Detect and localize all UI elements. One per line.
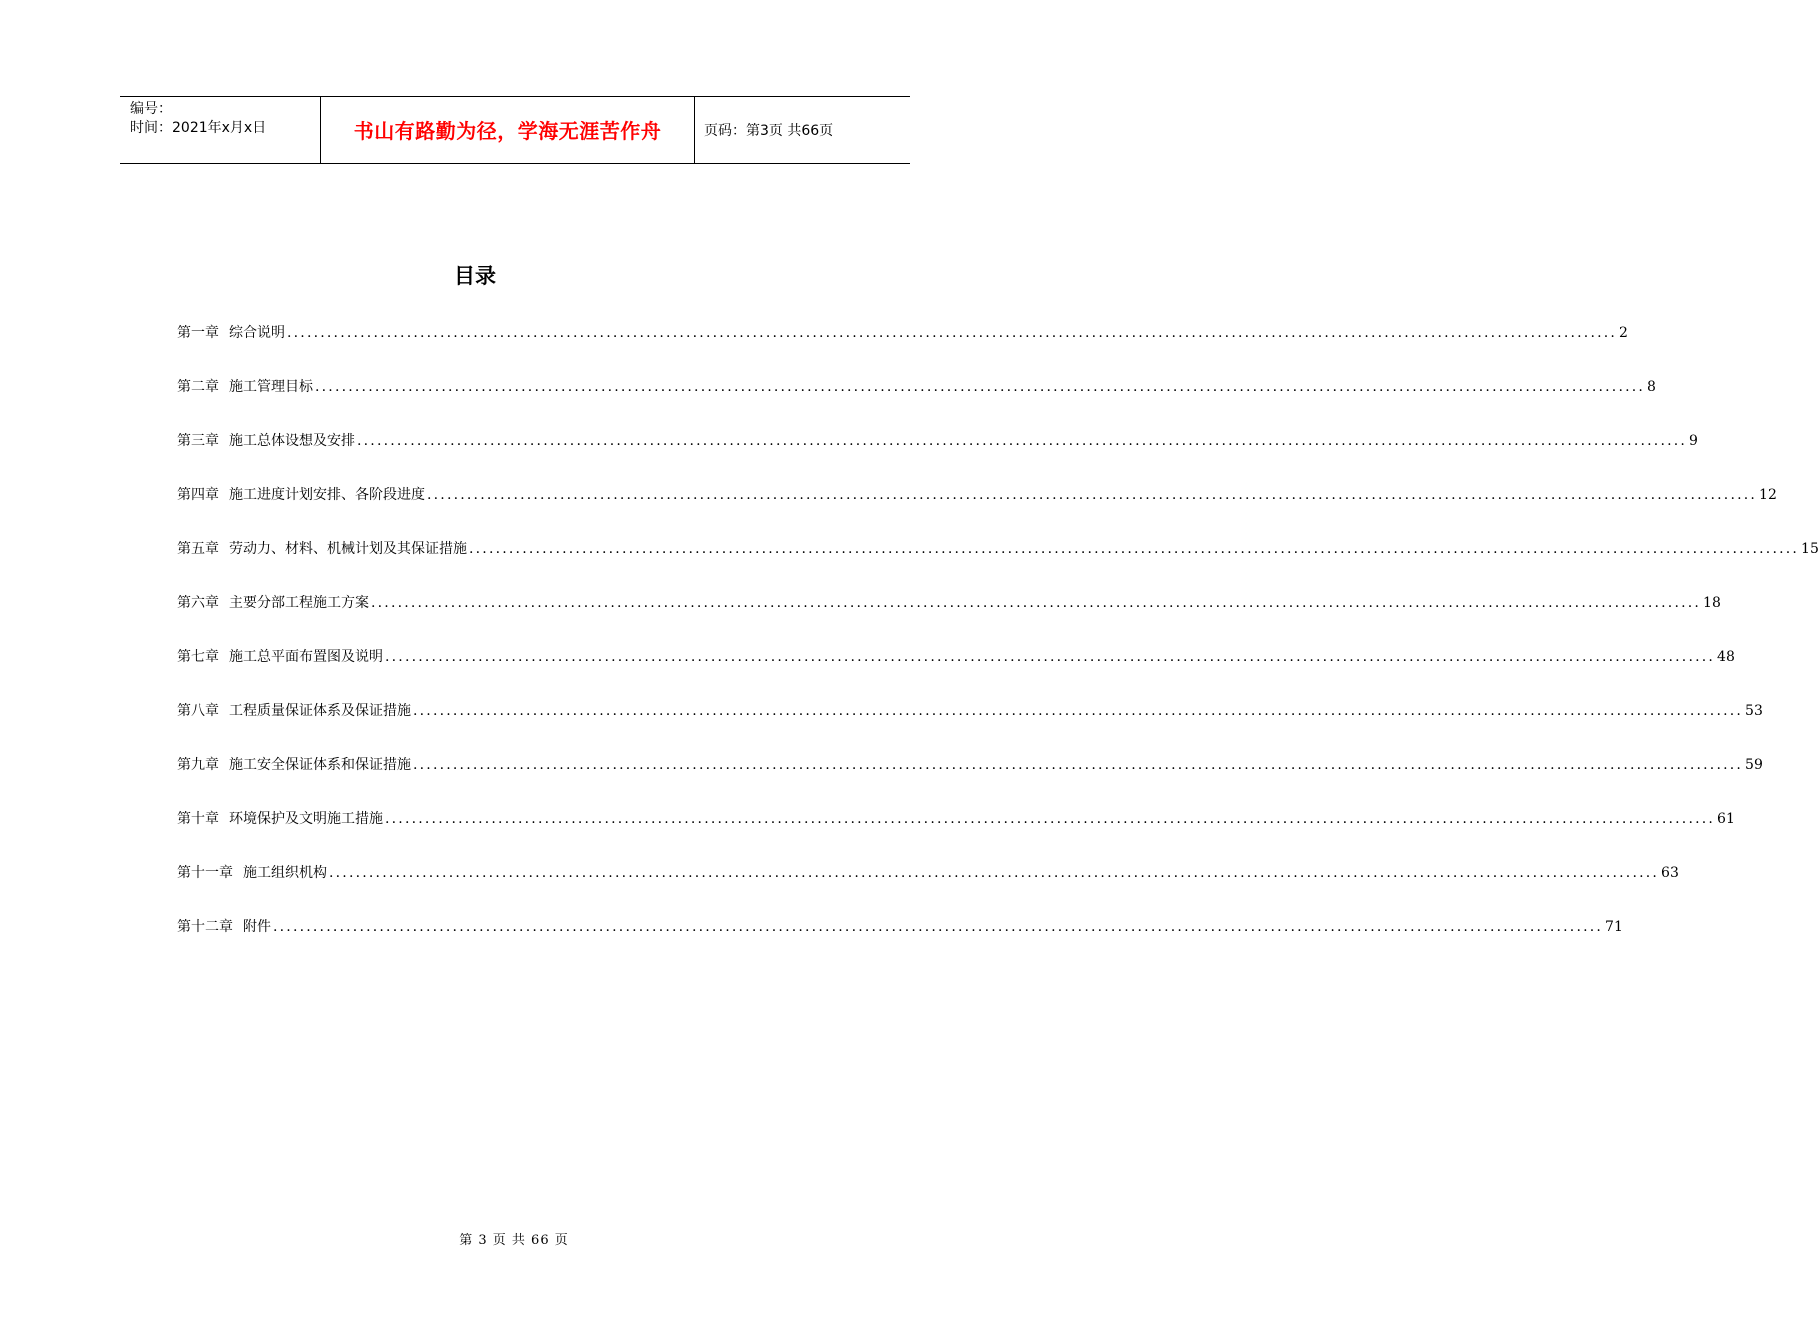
toc-page-number: 9: [1689, 433, 1698, 449]
toc-chapter-number: 第七章: [177, 649, 219, 665]
toc-dot-leader: ........................................................................................................................................................................................................: [385, 649, 1716, 665]
toc-entry[interactable]: [177, 862, 1679, 916]
toc-entry[interactable]: [177, 484, 1777, 538]
toc-chapter-number: 第四章: [177, 487, 219, 503]
toc-entry[interactable]: [177, 808, 1735, 862]
toc-chapter-title: 劳动力、材料、机械计划及其保证措施: [229, 541, 467, 557]
toc-page-number: 2: [1619, 325, 1628, 341]
toc-chapter-title: 环境保护及文明施工措施: [229, 811, 383, 827]
toc-chapter-number: 第十二章: [177, 919, 233, 935]
toc-dot-leader: ........................................................................................................................................................................................................: [357, 433, 1688, 449]
toc-dot-leader: ........................................................................................................................................................................................................: [315, 379, 1646, 395]
toc-entry[interactable]: [177, 700, 1763, 754]
toc-title: 目录: [454, 264, 496, 288]
toc-page-number: 61: [1717, 811, 1735, 827]
toc-entry[interactable]: [177, 592, 1721, 646]
toc-page-number: 59: [1745, 757, 1763, 773]
toc-chapter-number: 第一章: [177, 325, 219, 341]
toc-entry[interactable]: [177, 538, 1819, 592]
table-of-contents: [177, 322, 1819, 970]
document-time-label: 时间：2021年x月x日: [130, 120, 267, 136]
toc-chapter-number: 第八章: [177, 703, 219, 719]
toc-entry[interactable]: [177, 916, 1623, 970]
document-number-label: 编号：: [130, 101, 172, 117]
toc-chapter-title: 施工安全保证体系和保证措施: [229, 757, 411, 773]
toc-chapter-title: 施工总体设想及安排: [229, 433, 355, 449]
toc-page-number: 63: [1661, 865, 1679, 881]
toc-page-number: 71: [1605, 919, 1623, 935]
toc-chapter-number: 第六章: [177, 595, 219, 611]
toc-dot-leader: ........................................................................................................................................................................................................: [413, 757, 1744, 773]
header-page-info: 页码：第3页 共66页: [704, 123, 834, 139]
toc-chapter-title: 施工进度计划安排、各阶段进度: [229, 487, 425, 503]
toc-dot-leader: ........................................................................................................................................................................................................: [413, 703, 1744, 719]
toc-chapter-number: 第三章: [177, 433, 219, 449]
toc-page-number: 8: [1647, 379, 1656, 395]
toc-chapter-number: 第二章: [177, 379, 219, 395]
toc-chapter-number: 第十章: [177, 811, 219, 827]
toc-dot-leader: ........................................................................................................................................................................................................: [329, 865, 1660, 881]
toc-entry[interactable]: [177, 376, 1656, 430]
header-meta-cell: [120, 97, 321, 163]
page-header: [120, 96, 910, 164]
toc-dot-leader: ........................................................................................................................................................................................................: [385, 811, 1716, 827]
toc-chapter-title: 工程质量保证体系及保证措施: [229, 703, 411, 719]
toc-page-number: 15: [1801, 541, 1819, 557]
toc-page-number: 18: [1703, 595, 1721, 611]
page-footer: 第 3 页 共 66 页: [459, 1233, 569, 1248]
toc-chapter-number: 第九章: [177, 757, 219, 773]
toc-entry[interactable]: [177, 646, 1735, 700]
toc-entry[interactable]: [177, 430, 1698, 484]
toc-dot-leader: ........................................................................................................................................................................................................: [469, 541, 1800, 557]
toc-chapter-title: 综合说明: [229, 325, 285, 341]
toc-page-number: 53: [1745, 703, 1763, 719]
toc-dot-leader: ........................................................................................................................................................................................................: [273, 919, 1604, 935]
toc-dot-leader: ........................................................................................................................................................................................................: [427, 487, 1758, 503]
toc-chapter-number: 第十一章: [177, 865, 233, 881]
toc-chapter-title: 施工组织机构: [243, 865, 327, 881]
toc-page-number: 48: [1717, 649, 1735, 665]
toc-page-number: 12: [1759, 487, 1777, 503]
toc-entry[interactable]: [177, 322, 1628, 376]
toc-dot-leader: ........................................................................................................................................................................................................: [371, 595, 1702, 611]
toc-chapter-number: 第五章: [177, 541, 219, 557]
toc-chapter-title: 附件: [243, 919, 271, 935]
toc-chapter-title: 施工总平面布置图及说明: [229, 649, 383, 665]
header-motto: 书山有路勤为径，学海无涯苦作舟: [321, 97, 695, 163]
toc-chapter-title: 主要分部工程施工方案: [229, 595, 369, 611]
toc-dot-leader: ........................................................................................................................................................................................................: [287, 325, 1618, 341]
toc-chapter-title: 施工管理目标: [229, 379, 313, 395]
toc-entry[interactable]: [177, 754, 1763, 808]
